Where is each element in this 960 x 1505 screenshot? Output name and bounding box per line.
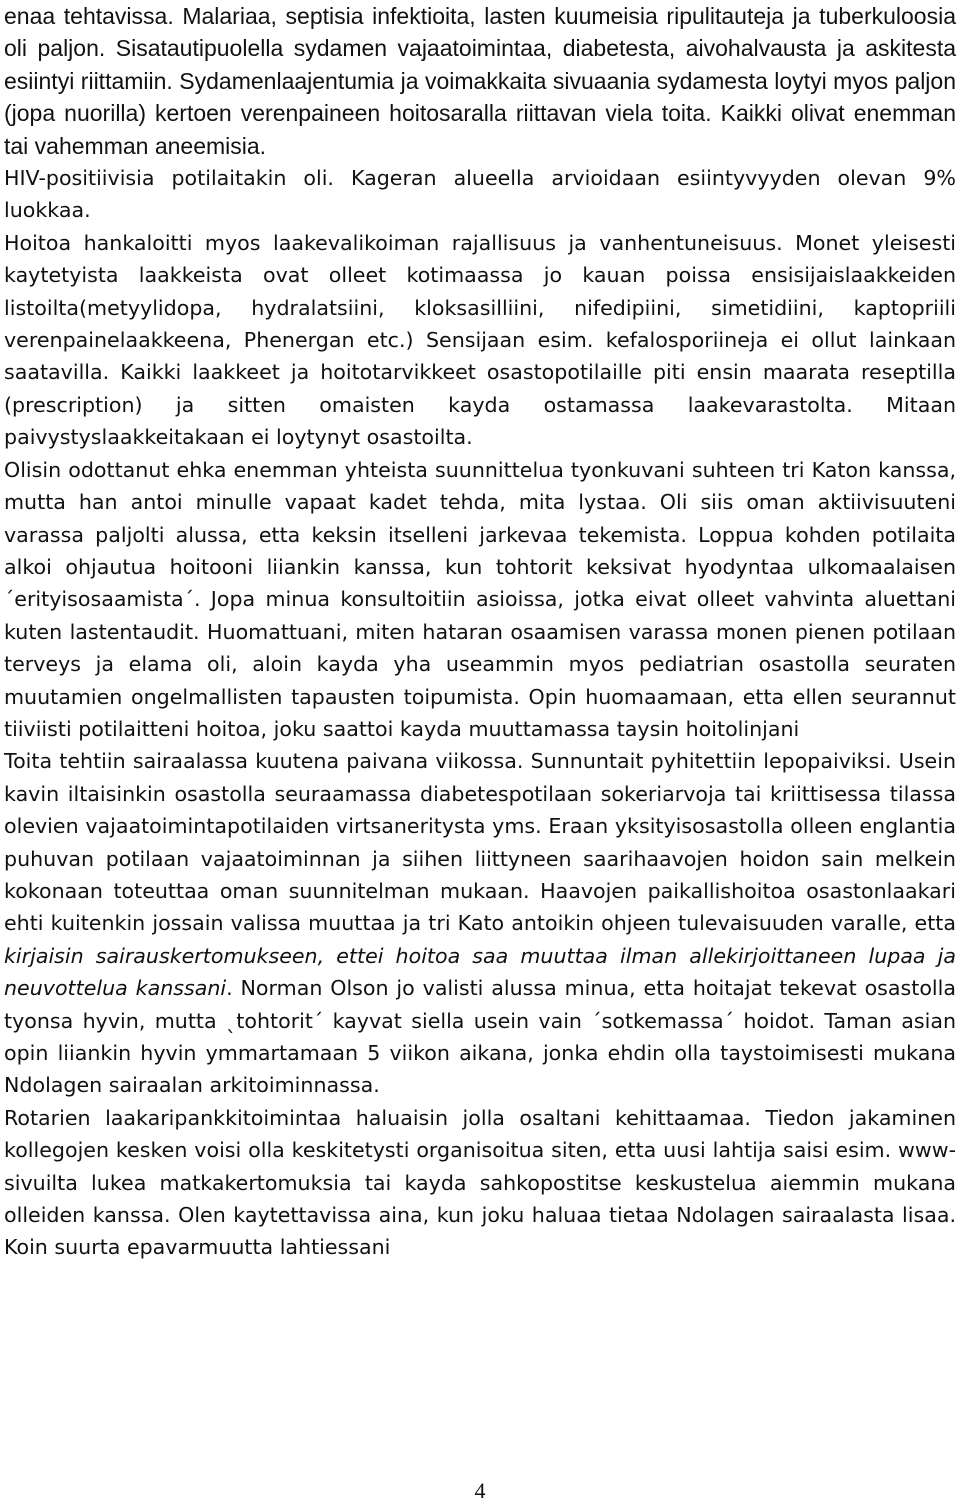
paragraph-hiv-text: HIV-positiivisia potilaitakin oli. Kageran alueella arvioidaan esiintyvyyden olevan 9% luokkaa. (4, 166, 956, 223)
paragraph-schedule-text-start: Toita tehtiin sairaalassa kuutena paivana viikossa. Sunnuntait pyhitettiin lepopaiviksi. Usein kavin iltaisinkin osastolla seuraamassa diabetespotilaan sokeriarvoja tai kriittisessa tilassa olevien vajaatoimintapotilaiden virtsaneritysta yms. Eraan yksityisosastolla olleen englantia puhuvan potilaan vajaatoiminnan ja siihen liittyneen saarihaavojen hoidon sain melkein kokonaan toteuttaa oman suunnitelman mukaan. Haavojen paikallishoitoa osastonlaakari ehti kuitenkin jossain valissa muuttaa ja tri Kato antoikin ohjeen tulevaisuuden varalle, etta (4, 749, 956, 936)
paragraph-medication-text: Hoitoa hankaloitti myos laakevalikoiman rajallisuus ja vanhentuneisuus. Monet yleisesti kaytetyista laakkeista ovat olleet kotimaassa jo kauan poissa ensisijaislaakkeiden listoilta(metyylidopa, hydralatsiini, kloksasilliini, nifedipiini, simetidiini, kaptopriili verenpainelaakkeena, Phenergan etc.) Sensijaan esim. kefalosporiineja ei ollut lainkaan saatavilla. Kaikki laakkeet ja hoitotarvikkeet osastopotilaille piti ensin maarata reseptilla (prescription) ja sitten omaisten kayda ostamassa laakevarastolta. Mitaan paivystyslaakkeitakaan ei loytynyt osastoilta. (4, 230, 956, 450)
paragraph-schedule-text-end: . Norman Olson jo valisti alussa minua, etta hoitajat tekevat osastolla tyonsa hyvin, mutta ˎtohtorit´ kayvat siella usein vain ´sotkemassa´ hoidot. Taman asian opin liiankin hyvin ymmartamaan 5 viikon aikana, jonka ehdin olla taystoimisesti mukana Ndolagen sairaalan arkitoiminnassa. (4, 976, 956, 1098)
paragraph-schedule-italic: kirjaisin sairauskertomukseen, ettei hoitoa saa muuttaa ilman allekirjoittaneen lupaa ja neuvottelua kanssani (4, 943, 956, 1001)
paragraph-intro-text: enaa tehtavissa. Malariaa, septisia infektioita, lasten kuumeisia ripulitauteja ja tuberkuloosia oli paljon. Sisatautipuolella sydamen vajaatoimintaa, diabetesta, aivohalvausta ja askitesta esiintyi riittamiin. Sydamenlaajentumia ja voimakkaita sivuaania sydamesta loytyi myos paljon (jopa nuorilla) kertoen verenpaineen hoitosaralla riittavan viela toita. Kaikki olivat enemman tai vahemman aneemisia. (4, 3, 956, 159)
paragraph-medication (4, 227, 956, 454)
paragraph-intro-hiv (4, 162, 956, 227)
paragraph-work-schedule (4, 745, 956, 1101)
paragraph-work-planning-text: Olisin odottanut ehka enemman yhteista suunnittelua tyonkuvani suhteen tri Katon kanssa, mutta han antoi minulle vapaat kadet tehda, mita lystaa. Oli siis oman aktiivisuuteni varassa paljolti alussa, etta keksin itselleni jarkevaa tekemista. Loppua kohden potilaita alkoi ohjautua hoitooni liiankin kanssa, kun tohtorit keksivat hyodyntaa ulkomaalaisen ´erityisosaamista´. Jopa minua konsultoitiin asioissa, jotka eivat olleet vahvinta aluettani kuten lastentaudit. Huomattuani, miten hataran osaamisen varassa monen pienen potilaan terveys ja elama oli, aloin kayda yha useammin myos pediatrian osastolla seuraten muutamien ongelmallisten tapausten toipumista. Opin huomaamaan, etta ellen seurannut tiiviisti potilaitteni hoitoa, joku saattoi kayda muuttamassa taysin hoitolinjani (4, 457, 956, 741)
paragraph-rotary-text: Rotarien laakaripankkitoimintaa haluaisin jolla osaltani kehittaamaa. Tiedon jakaminen kollegojen kesken voisi olla keskitetysti organisoitua siten, etta uusi lahtija saisi esim. www-sivuilta lukea matkakertomuksia tai kayda sahkopostitse keskustelua aiemmin mukana olleiden kanssa. Olen kaytettavissa aina, kun joku haluaa tietaa Ndolagen sairaalasta lisaa. Koin suurta epavarmuutta lahtiessani (4, 1105, 956, 1260)
paragraph-rotary (4, 1102, 956, 1264)
paragraph-work-planning (4, 454, 956, 746)
paragraph-intro-clinical (4, 0, 956, 162)
document-page (4, 0, 956, 1264)
page-number: 4 (474, 1478, 486, 1503)
